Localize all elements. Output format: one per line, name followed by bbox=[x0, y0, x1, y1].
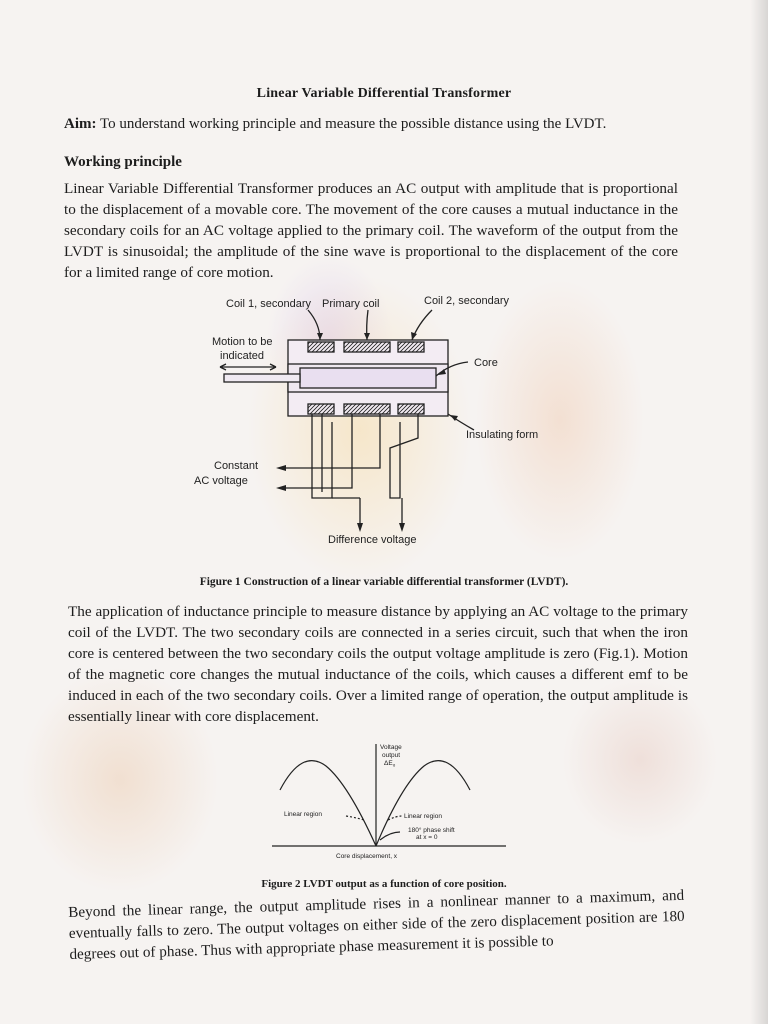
label-delta-e: $\Delta E_o$ bbox=[384, 760, 396, 768]
aim-label: Aim: bbox=[64, 116, 97, 132]
coil2-top bbox=[398, 342, 424, 352]
label-core: Core bbox=[474, 357, 498, 369]
section-heading: Working principle bbox=[64, 154, 182, 170]
aim-text: To understand working principle and measure the possible distance using the LVDT. bbox=[96, 116, 607, 132]
paragraph-working-principle: Linear Variable Differential Transformer produces an AC output with amplitude that is proportional to the displacement of a movable core. The movement of the core causes a mutual inductance in the secondary coils for an AC voltage applied to the primary coil. The waveform of the output from the LVDT is sinusoidal; the amplitude of the sine wave is proportional to the displacement of the core for a limited range of core motion. bbox=[64, 180, 678, 281]
aim-line bbox=[64, 116, 704, 133]
push-rod bbox=[224, 374, 300, 382]
label-ac-voltage: AC voltage bbox=[194, 475, 248, 487]
primary-coil-top bbox=[344, 342, 390, 352]
label-at-x-zero: at x = 0 bbox=[416, 834, 438, 841]
label-linear-region-left: Linear region bbox=[284, 811, 322, 818]
label-linear-region-right: Linear region bbox=[404, 813, 442, 820]
figure1-caption: Figure 1 Construction of a linear variable differential transformer (LVDT). bbox=[199, 576, 569, 588]
coil2-bottom bbox=[398, 404, 424, 414]
primary-coil-bottom bbox=[344, 404, 390, 414]
label-output: output bbox=[382, 752, 401, 759]
label-primary-coil: Primary coil bbox=[322, 298, 380, 310]
label-motion-line1: Motion to be bbox=[212, 336, 273, 348]
label-coil2-secondary: Coil 2, secondary bbox=[424, 295, 509, 307]
coil1-bottom bbox=[308, 404, 334, 414]
label-phase-shift: 180° phase shift bbox=[408, 827, 455, 834]
label-constant: Constant bbox=[214, 460, 259, 472]
core-rod bbox=[300, 368, 436, 388]
paragraph-application: The application of inductance principle to measure distance by applying an AC voltage to the primary coil of the LVDT. The two secondary coils are connected in a series circuit, such that when the iron core is centered between the two secondary coils the output voltage amplitude is zero (Fig.1). Motion of the magnetic core changes the mutual inductance of the coils, which causes a different emf to be induced in each of the two secondary coils. Over a limited range of operation, the output amplitude is essentially linear with core displacement. bbox=[68, 603, 688, 725]
paragraph-beyond-linear: Beyond the linear range, the output amplitude rises in a nonlinear manner to a maximum, and eventually falls to zero. The output voltages on either side of the zero displacement position are 180 degrees out of phase. Thus with appropriate phase measurement it is possible to bbox=[68, 886, 685, 963]
label-motion-line2: indicated bbox=[220, 350, 265, 362]
page-edge-shadow bbox=[750, 0, 768, 1024]
label-core-displacement: Core displacement, x bbox=[336, 853, 398, 860]
label-voltage: Voltage bbox=[380, 744, 402, 751]
left-output-curve bbox=[280, 761, 376, 846]
label-insulating-form: Insulating form bbox=[466, 429, 539, 441]
coil1-top bbox=[308, 342, 334, 352]
document-title: Linear Variable Differential Transformer bbox=[256, 86, 512, 101]
label-difference-voltage: Difference voltage bbox=[328, 534, 417, 546]
figure2-caption: Figure 2 LVDT output as a function of core position. bbox=[261, 878, 507, 890]
lvdt-output-graph bbox=[262, 740, 512, 864]
lvdt-construction-diagram bbox=[180, 288, 580, 550]
label-coil1-secondary: Coil 1, secondary bbox=[226, 298, 311, 310]
